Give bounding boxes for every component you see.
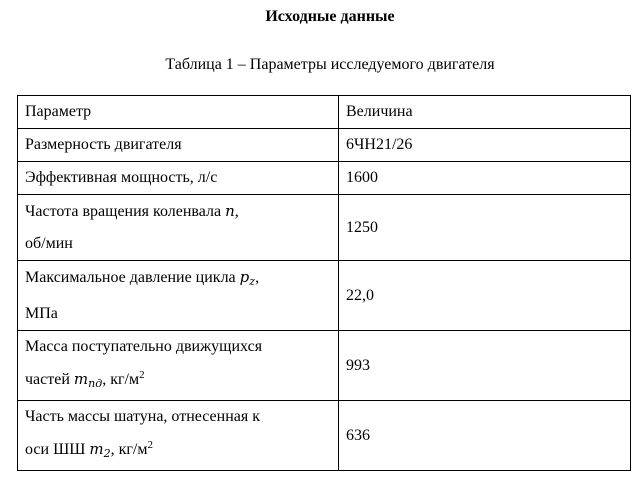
param-text: Максимальное давление цикла — [25, 269, 240, 286]
value-cell: 1250 — [339, 195, 631, 261]
param-cell: Размерность двигателя — [18, 129, 339, 162]
value-cell: 22,0 — [339, 261, 631, 331]
value-cell: 636 — [339, 401, 631, 471]
table-row — [18, 195, 631, 261]
table-caption: Таблица 1 – Параметры исследуемого двигателя — [165, 56, 495, 73]
param-cell — [18, 331, 339, 401]
header-param-cell: Параметр — [18, 96, 339, 129]
param-text: , — [255, 269, 260, 286]
value-cell: 993 — [339, 331, 631, 401]
param-subscript: пд — [88, 377, 103, 390]
param-cell — [18, 401, 339, 471]
param-text: Часть массы шатуна, отнесенная к — [25, 408, 261, 425]
param-text: , кг/м — [110, 441, 148, 458]
param-subscript: z — [249, 275, 256, 288]
table-row — [18, 261, 631, 331]
param-text: частей — [25, 371, 74, 388]
param-cell — [18, 195, 339, 261]
header-value-cell: Величина — [339, 96, 631, 129]
param-text: оси ШШ — [25, 441, 90, 458]
param-text: , кг/м — [102, 371, 140, 388]
unit-superscript: 2 — [147, 439, 153, 451]
param-subscript: 2 — [103, 447, 111, 460]
table-row — [18, 129, 631, 162]
table-row — [18, 331, 631, 401]
param-symbol: n — [225, 202, 235, 220]
value-cell: 6ЧН21/26 — [339, 129, 631, 162]
param-cell — [18, 261, 339, 331]
parameters-table — [17, 95, 631, 471]
param-symbol: m — [89, 440, 104, 458]
param-symbol: m — [73, 370, 89, 388]
unit-superscript: 2 — [139, 369, 145, 381]
param-unit: об/мин — [25, 235, 73, 252]
table-header-row — [18, 96, 631, 129]
param-text: Масса поступательно движущихся — [25, 338, 263, 355]
table-row — [18, 162, 631, 195]
param-symbol: p — [239, 268, 250, 286]
param-text: , — [234, 203, 239, 220]
param-text: Частота вращения коленвала — [25, 203, 226, 220]
param-cell: Эффективная мощность, л/с — [18, 162, 339, 195]
section-heading: Исходные данные — [265, 8, 395, 25]
value-cell: 1600 — [339, 162, 631, 195]
table-row — [18, 401, 631, 471]
param-unit: МПа — [25, 305, 58, 322]
